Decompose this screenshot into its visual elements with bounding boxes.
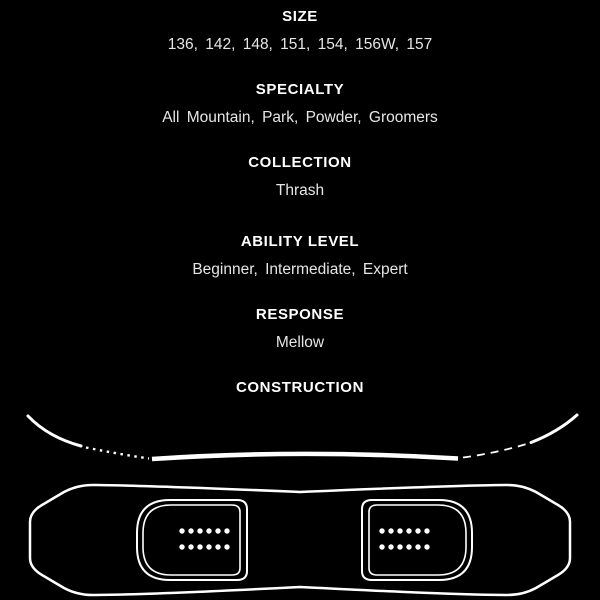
board-outline: [30, 485, 570, 595]
construction-diagram: [0, 406, 600, 600]
response-value: Mellow: [275, 334, 325, 351]
insert-dot: [179, 544, 184, 549]
insert-dot: [188, 544, 193, 549]
ability-level-value: Beginner, Intermediate, Expert: [192, 261, 408, 278]
board-top-view: [30, 485, 570, 595]
insert-dot: [224, 544, 229, 549]
spec-section-response: [0, 306, 600, 352]
insert-dot: [197, 528, 202, 533]
insert-dot: [179, 528, 184, 533]
collection-heading: COLLECTION: [248, 154, 352, 171]
size-value: 136, 142, 148, 151, 154, 156W, 157: [167, 36, 433, 53]
insert-dot: [206, 528, 211, 533]
spec-section-size: [0, 8, 600, 54]
insert-pack-dots: [179, 528, 229, 549]
insert-dot: [215, 544, 220, 549]
spec-section-specialty: [0, 81, 600, 127]
insert-dot: [206, 544, 211, 549]
insert-pack-left: [137, 500, 247, 580]
insert-dot: [197, 544, 202, 549]
profile-right-tip-curve: [531, 415, 577, 443]
insert-dot: [215, 528, 220, 533]
spec-section-construction: [0, 379, 600, 600]
insert-pad-outer: [137, 500, 247, 580]
spec-section-ability-level: [0, 233, 600, 279]
insert-dot: [406, 544, 411, 549]
insert-dot: [388, 528, 393, 533]
size-heading: SIZE: [282, 8, 318, 25]
profile-left-tip-curve: [28, 416, 81, 446]
insert-pad-inner: [369, 505, 466, 575]
insert-dot: [397, 528, 402, 533]
spec-section-collection: [0, 154, 600, 200]
profile-right-hatch: [463, 444, 528, 458]
specialty-heading: SPECIALTY: [255, 81, 345, 98]
collection-value: Thrash: [275, 182, 325, 199]
insert-dot: [379, 528, 384, 533]
insert-pack-dots: [379, 528, 429, 549]
insert-pad-inner: [143, 505, 240, 575]
insert-dot: [379, 544, 384, 549]
insert-pack-right: [362, 500, 472, 580]
specialty-value: All Mountain, Park, Powder, Groomers: [162, 109, 438, 126]
response-heading: RESPONSE: [255, 306, 345, 323]
insert-dot: [188, 528, 193, 533]
insert-dot: [424, 528, 429, 533]
insert-dot: [397, 544, 402, 549]
insert-dot: [415, 544, 420, 549]
insert-dot: [406, 528, 411, 533]
insert-dot: [224, 528, 229, 533]
insert-pad-outer: [362, 500, 472, 580]
insert-dot: [388, 544, 393, 549]
profile-left-hatch: [86, 448, 149, 459]
insert-dot: [424, 544, 429, 549]
camber-profile-diagram: [28, 415, 577, 459]
construction-heading: CONSTRUCTION: [235, 379, 365, 396]
ability-level-heading: ABILITY LEVEL: [240, 233, 360, 250]
insert-dot: [415, 528, 420, 533]
profile-camber-line: [152, 454, 458, 459]
